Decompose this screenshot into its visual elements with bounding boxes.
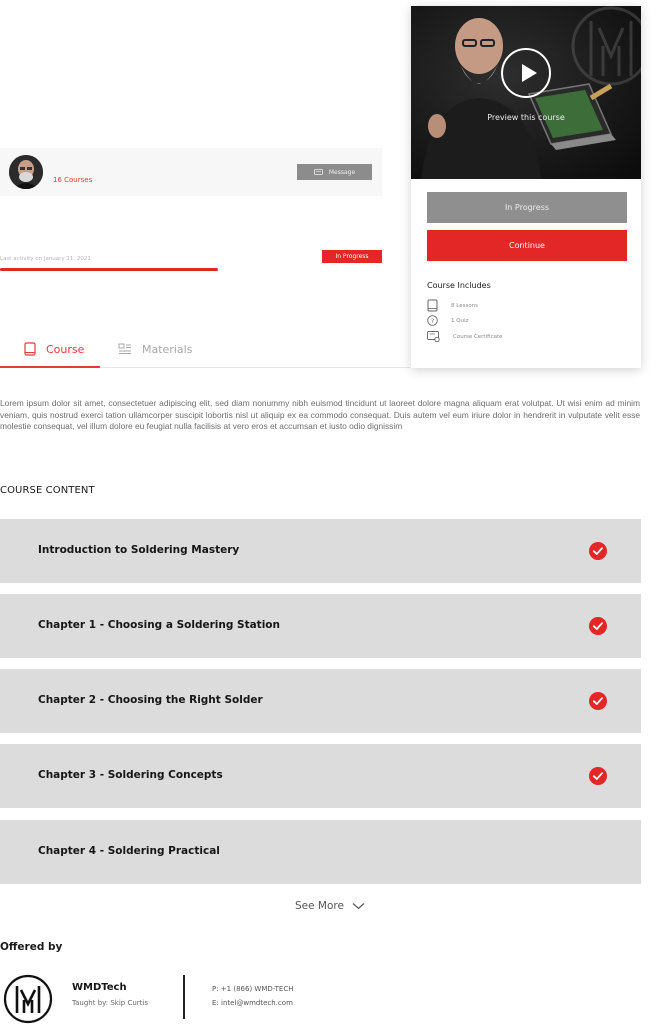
video-preview[interactable] — [411, 6, 641, 179]
play-icon — [522, 64, 537, 82]
avatar[interactable] — [9, 155, 43, 189]
tab-materials[interactable] — [118, 330, 192, 368]
org-name[interactable]: WMDTech — [72, 982, 127, 993]
see-more-label: See More — [295, 900, 344, 912]
check-icon — [589, 767, 607, 785]
chapter-item[interactable] — [0, 669, 641, 733]
book-icon — [427, 299, 438, 312]
chapter-item[interactable] — [0, 744, 641, 808]
chapter-title: Chapter 3 - Soldering Concepts — [38, 769, 223, 781]
course-includes-title: Course Includes — [427, 281, 491, 290]
chapter-item[interactable] — [0, 820, 641, 884]
status-badge: In Progress — [322, 250, 382, 263]
list-icon — [118, 343, 132, 355]
include-label: Course Certificate — [453, 334, 503, 340]
tab-course-label: Course — [46, 342, 85, 356]
chevron-down-icon — [352, 902, 365, 910]
include-item-quiz — [427, 315, 468, 326]
course-description: Lorem ipsum dolor sit amet, consectetuer adipiscing elit, sed diam nonummy nibh euismod tincidunt ut laoreet dolore magna aliquam erat volutpat. Ut wisi enim ad minim veniam, quis nostrud exerci tation ullamcorper suscipit lobortis nisl ut aliquip ex ea commodo consequat. Duis autem vel eum iriure dolor in hendrerit in vulputate velit esse molestie consequat, vel illum dolore eu feugiat nulla facilisis at vero eros et accumsan et iusto odio dignissim — [0, 398, 640, 431]
question-icon — [427, 315, 438, 326]
certificate-icon — [427, 331, 440, 343]
chapter-title: Chapter 4 - Soldering Practical — [38, 845, 220, 857]
courses-count[interactable]: 16 Courses — [53, 176, 93, 184]
tab-bar — [0, 330, 410, 368]
wmdtech-logo — [2, 974, 54, 1024]
chapter-title: Chapter 1 - Choosing a Soldering Station — [38, 619, 280, 631]
last-activity-text: Last activity on January 11, 2021 — [0, 256, 91, 262]
chapter-title: Chapter 2 - Choosing the Right Solder — [38, 694, 263, 706]
preview-label: Preview this course — [487, 113, 565, 122]
active-tab-indicator — [0, 366, 100, 368]
continue-button[interactable]: Continue — [427, 230, 627, 261]
taught-by: Taught by: Skip Curtis — [72, 999, 149, 1007]
offered-by-title: Offered by — [0, 941, 63, 953]
include-label: 1 Quiz — [451, 317, 469, 324]
chapter-item[interactable] — [0, 519, 641, 583]
play-button[interactable] — [501, 48, 551, 98]
include-item-certificate — [427, 331, 503, 343]
include-item-lessons — [427, 299, 478, 312]
check-icon — [589, 542, 607, 560]
org-phone[interactable]: P: +1 (866) WMD-TECH — [212, 985, 294, 993]
chat-icon — [314, 169, 323, 176]
org-email[interactable]: E: intel@wmdtech.com — [212, 999, 293, 1007]
see-more-button[interactable] — [295, 900, 365, 912]
progress-fill — [0, 268, 218, 271]
progress-bar — [0, 268, 382, 272]
divider — [183, 975, 185, 1019]
in-progress-button[interactable]: In Progress — [427, 192, 627, 223]
chapter-item[interactable] — [0, 594, 641, 658]
course-card — [411, 6, 641, 368]
chapter-title: Introduction to Soldering Mastery — [38, 544, 240, 556]
book-icon — [24, 342, 36, 356]
course-content-title: COURSE CONTENT — [0, 485, 95, 496]
message-button[interactable] — [297, 164, 372, 180]
svg-text:?: ? — [430, 317, 435, 325]
check-icon — [589, 692, 607, 710]
tab-course[interactable] — [24, 330, 84, 368]
include-label: 8 Lessons — [451, 302, 479, 309]
instructor-strip — [0, 148, 382, 196]
check-icon — [589, 617, 607, 635]
tab-materials-label: Materials — [142, 342, 193, 356]
message-label: Message — [328, 168, 356, 176]
